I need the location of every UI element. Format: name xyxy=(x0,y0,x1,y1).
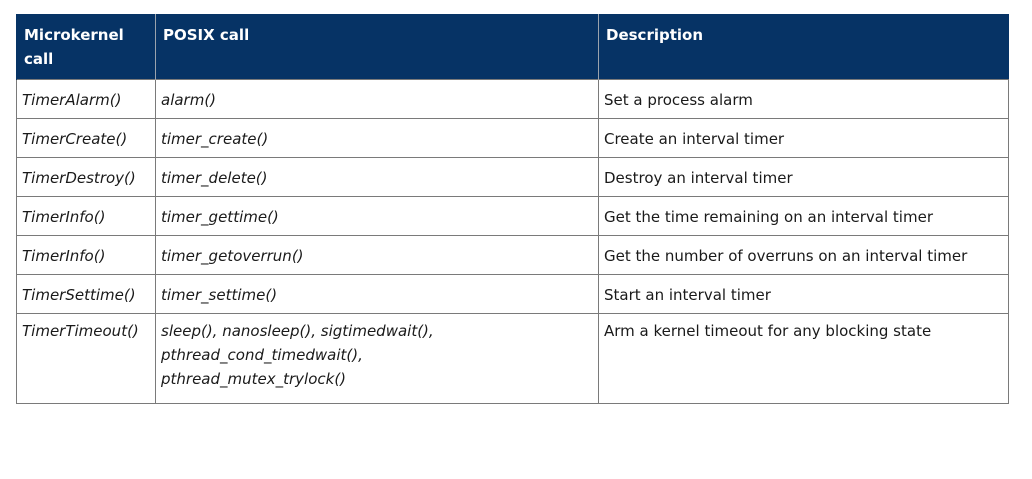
posix-call-cell xyxy=(156,196,599,235)
microkernel-call-cell: TimerAlarm() xyxy=(17,79,156,118)
table-row xyxy=(17,313,1009,403)
posix-call-cell xyxy=(156,274,599,313)
microkernel-call-cell: TimerInfo() xyxy=(17,235,156,274)
posix-call-cell xyxy=(156,235,599,274)
microkernel-call-cell: TimerSettime() xyxy=(17,274,156,313)
posix-call-text: pthread_mutex_trylock() xyxy=(161,369,347,388)
header-microkernel-call: Microkernel call xyxy=(17,14,156,79)
table-row xyxy=(17,235,1009,274)
description-cell: Create an interval timer xyxy=(599,118,1009,157)
description-cell: Get the number of overruns on an interval timer xyxy=(599,235,1009,274)
table-row xyxy=(17,196,1009,235)
posix-call-cell xyxy=(156,79,599,118)
microkernel-call-cell: TimerTimeout() xyxy=(17,313,156,403)
header-description: Description xyxy=(599,14,1009,79)
header-posix-call: POSIX call xyxy=(156,14,599,79)
description-cell: Start an interval timer xyxy=(599,274,1009,313)
posix-call-cell xyxy=(156,157,599,196)
description-cell: Get the time remaining on an interval timer xyxy=(599,196,1009,235)
posix-call-text: timer_delete() xyxy=(161,168,268,187)
posix-call-text: timer_create() xyxy=(161,129,269,148)
posix-call-text: pthread_cond_timedwait(), xyxy=(161,345,363,364)
microkernel-call-cell: TimerDestroy() xyxy=(17,157,156,196)
table-row xyxy=(17,157,1009,196)
description-cell: Arm a kernel timeout for any blocking state xyxy=(599,313,1009,403)
posix-call-cell xyxy=(156,118,599,157)
posix-call-cell xyxy=(156,313,599,403)
posix-call-text: sleep(), nanosleep(), sigtimedwait(), xyxy=(161,321,434,340)
table-row xyxy=(17,79,1009,118)
posix-call-text: timer_getoverrun() xyxy=(161,246,304,265)
description-cell: Set a process alarm xyxy=(599,79,1009,118)
posix-call-text: timer_gettime() xyxy=(161,207,279,226)
posix-call-text: timer_settime() xyxy=(161,285,278,304)
timer-calls-table xyxy=(16,14,1009,404)
microkernel-call-cell: TimerInfo() xyxy=(17,196,156,235)
microkernel-call-cell: TimerCreate() xyxy=(17,118,156,157)
table-row xyxy=(17,118,1009,157)
description-cell: Destroy an interval timer xyxy=(599,157,1009,196)
table-header-row xyxy=(17,14,1009,79)
table-row xyxy=(17,274,1009,313)
posix-call-text: alarm() xyxy=(161,90,217,109)
